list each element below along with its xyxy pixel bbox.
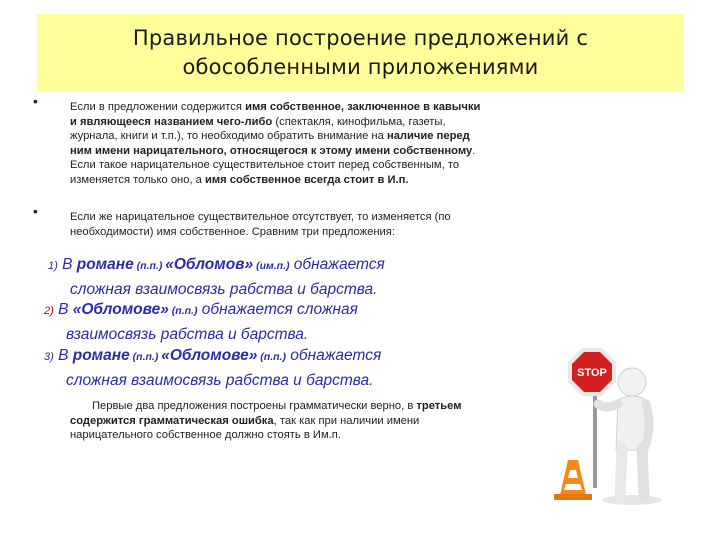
bullet-marker-2: • — [33, 203, 38, 219]
case-note: (им.п.) — [253, 260, 290, 272]
title-in-quotes: «Обломове» — [72, 301, 169, 318]
text-run: (спектакля, кинофильма, газеты, журнала, книги и т.п.), то необходимо обратить внимание на — [70, 115, 446, 142]
text-run: В — [57, 256, 77, 273]
title-in-quotes: «Обломове» — [161, 347, 258, 364]
title-line-1: Правильное построение предложений с — [132, 25, 589, 50]
example-line-2: сложная взаимосвязь рабства и барства. — [70, 281, 378, 298]
bullet-marker-1: • — [33, 93, 38, 109]
example-sentence-2 — [44, 298, 358, 347]
text-run: обнажается — [285, 347, 382, 364]
example-line-2: сложная взаимосвязь рабства и барства. — [66, 372, 374, 389]
text-run: Первые два предложения построены грамматически верно, в — [92, 400, 417, 412]
text-run: . Если такое нарицательное существительное стоит перед собственным, то изменяется только оно, а — [70, 144, 476, 186]
bold-run: имя собственное, заключенное в кавычки и являющееся названием чего-либо — [70, 101, 481, 128]
example-number: 3) — [44, 351, 54, 363]
bold-run: третьем содержится грамматическая ошибка — [70, 400, 462, 427]
stop-sign-figure-illustration — [548, 340, 708, 510]
example-number: 1) — [48, 260, 58, 272]
text-run: В — [53, 347, 73, 364]
title-line-2: обособленными приложениями — [182, 54, 539, 79]
text-run: В — [53, 301, 73, 318]
case-note: (п.п.) — [168, 305, 198, 317]
case-note: (п.п.) — [133, 260, 166, 272]
text-run: обнажается — [289, 256, 385, 273]
case-note: (п.п.) — [129, 351, 162, 363]
bold-run: имя собственное всегда стоит в И.п. — [205, 173, 409, 186]
example-number: 2) — [44, 305, 54, 317]
case-note: (п.п.) — [257, 351, 286, 363]
conclusion-paragraph — [70, 399, 474, 443]
example-sentence-3 — [44, 344, 381, 393]
stop-sign-label: STOP — [577, 367, 607, 379]
text-run: , так как при наличии имени нарицательного собственное должно стоять в Им.п. — [70, 414, 420, 441]
text-run: обнажается сложная — [197, 301, 358, 318]
bullet-paragraph-2: Если же нарицательное существительное отсутствует, то изменяется (по необходимости) имя собственное. Сравним три предложения: — [70, 211, 451, 238]
title-banner — [37, 14, 684, 91]
traffic-cone-icon — [554, 460, 592, 500]
bold-run: наличие перед ним имени нарицательного, относящегося к этому имени собственному — [70, 130, 473, 157]
highlight-word: романе — [76, 256, 134, 273]
highlight-word: романе — [72, 347, 130, 364]
bullet-paragraph-1 — [70, 100, 482, 187]
title-in-quotes: «Обломов» — [165, 256, 254, 273]
example-line-2: взаимосвязь рабства и барства. — [66, 326, 309, 343]
text-run: Если в предложении содержится — [70, 101, 246, 113]
example-sentence-1 — [48, 253, 385, 302]
